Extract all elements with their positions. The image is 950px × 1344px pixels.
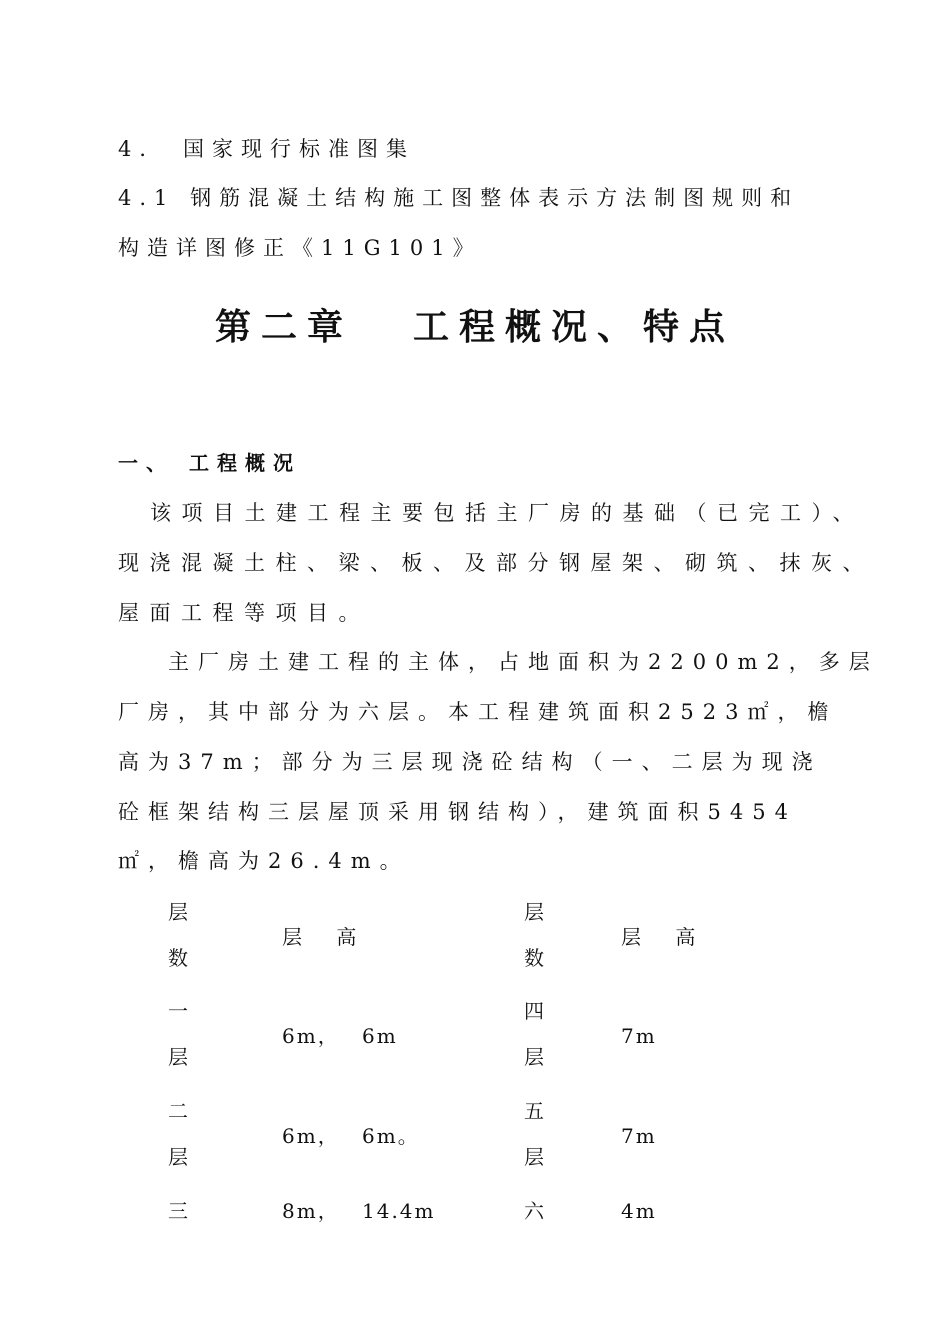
table-cell-text: 一 <box>168 999 188 1023</box>
table-cell-height: 6m <box>362 1024 398 1048</box>
table-cell-height: 6m， <box>282 1124 340 1148</box>
table-cell-floor <box>168 1001 188 1067</box>
table-cell-height: 14.4m <box>362 1199 436 1223</box>
table-cell-floor: 六 <box>524 1199 544 1223</box>
table-cell-height: 7m <box>621 1024 657 1048</box>
paragraph-line: 主厂房土建工程的主体，占地面积为2200m2，多层 <box>168 650 879 674</box>
table-cell-text: 二 <box>168 1099 188 1123</box>
table-cell-text: 五 <box>524 1099 544 1123</box>
doc-line-standard-item: 4.1 钢筋混凝土结构施工图整体表示方法制图规则和 <box>118 186 800 210</box>
table-cell-height: 4m <box>621 1199 657 1223</box>
paragraph-line: 现浇混凝土柱、梁、板、及部分钢屋架、砌筑、抹灰、 <box>118 551 874 575</box>
chapter-heading <box>0 307 950 348</box>
table-header-text: 数 <box>168 946 188 970</box>
table-cell-height: 7m <box>621 1124 657 1148</box>
table-cell-height: 6m。 <box>362 1124 420 1148</box>
table-header-floor <box>168 902 188 968</box>
table-header-height: 层 高 <box>282 925 371 949</box>
table-cell-text: 层 <box>524 1145 544 1169</box>
table-cell-text: 层 <box>168 1045 188 1069</box>
table-cell-floor <box>524 1101 544 1167</box>
doc-line-standard-item-cont: 构造详图修正《11G101》 <box>118 236 482 260</box>
table-cell-height: 8m， <box>282 1199 340 1223</box>
table-cell-floor <box>524 1001 544 1067</box>
chapter-label: 第二章 <box>214 307 353 348</box>
table-cell-text: 层 <box>524 1045 544 1069</box>
table-header-floor <box>524 902 544 968</box>
table-cell-floor <box>168 1101 188 1167</box>
section-heading: 一、 工程概况 <box>118 451 301 475</box>
paragraph-line: 屋面工程等项目。 <box>118 601 370 625</box>
table-cell-floor: 三 <box>168 1199 188 1223</box>
table-header-text: 数 <box>524 946 544 970</box>
table-cell-text: 四 <box>524 999 544 1023</box>
table-header-text: 层 <box>524 900 544 924</box>
paragraph-line: ㎡，檐高为26.4m。 <box>118 849 410 873</box>
table-header-height: 层 高 <box>621 925 710 949</box>
paragraph-line: 该项目土建工程主要包括主厂房的基础（已完工）、 <box>150 501 864 525</box>
paragraph-line: 高为37m；部分为三层现浇砼结构（一、二层为现浇 <box>118 750 822 774</box>
paragraph-line: 厂房，其中部分为六层。本工程建筑面积2523㎡，檐 <box>118 700 838 724</box>
doc-line-standards: 4． 国家现行标准图集 <box>118 137 416 161</box>
table-header-text: 层 <box>168 900 188 924</box>
table-cell-height: 6m， <box>282 1024 340 1048</box>
table-cell-text: 层 <box>168 1145 188 1169</box>
chapter-title: 工程概况、特点 <box>413 307 736 348</box>
paragraph-line: 砼框架结构三层屋顶采用钢结构），建筑面积5454 <box>118 800 797 824</box>
